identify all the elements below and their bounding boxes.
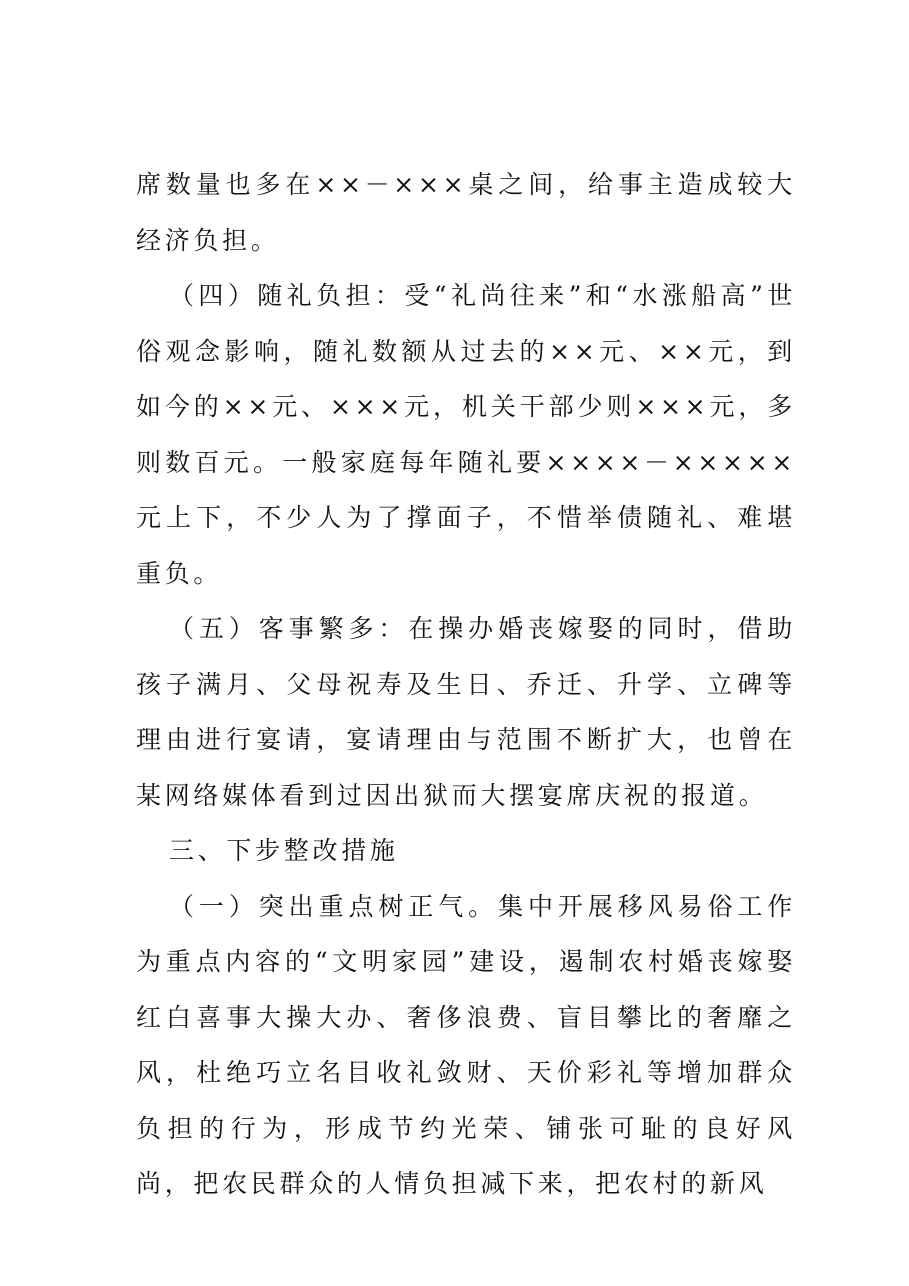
section-heading-rectification-measures: 三、下步整改措施 [169,836,399,865]
document-body [136,157,796,1212]
paragraph-measure-1: （一）突出重点树正气。集中开展移风易俗工作为重点内容的“文明家园”建设，遏制农村婚丧嫁娶红白喜事大操大办、奢侈浪费、盲目攀比的奢靡之风，杜绝巧立名目收礼敛财、天价彩礼等增加群众负担的行为，形成节约光荣、铺张可耻的良好风尚，把农民群众的人情负担减下来，把农村的新风 [136,891,796,1198]
paragraph-item-4-gift-burden: （四）随礼负担：受“礼尚往来”和“水涨船高”世俗观念影响，随礼数额从过去的××元、××元，到如今的××元、×××元，机关干部少则×××元，多则数百元。一般家庭每年随礼要××××－×××××元上下，不少人为了撑面子，不惜举债随礼、难堪重负。 [136,281,796,588]
paragraph-item-5-many-banquets: （五）客事繁多：在操办婚丧嫁娶的同时，借助孩子满月、父母祝寿及生日、乔迁、升学、立碑等理由进行宴请，宴请理由与范围不断扩大，也曾在某网络媒体看到过因出狱而大摆宴席庆祝的报道。 [136,614,796,810]
paragraph-continuation: 席数量也多在××－×××桌之间，给事主造成较大经济负担。 [136,170,796,255]
